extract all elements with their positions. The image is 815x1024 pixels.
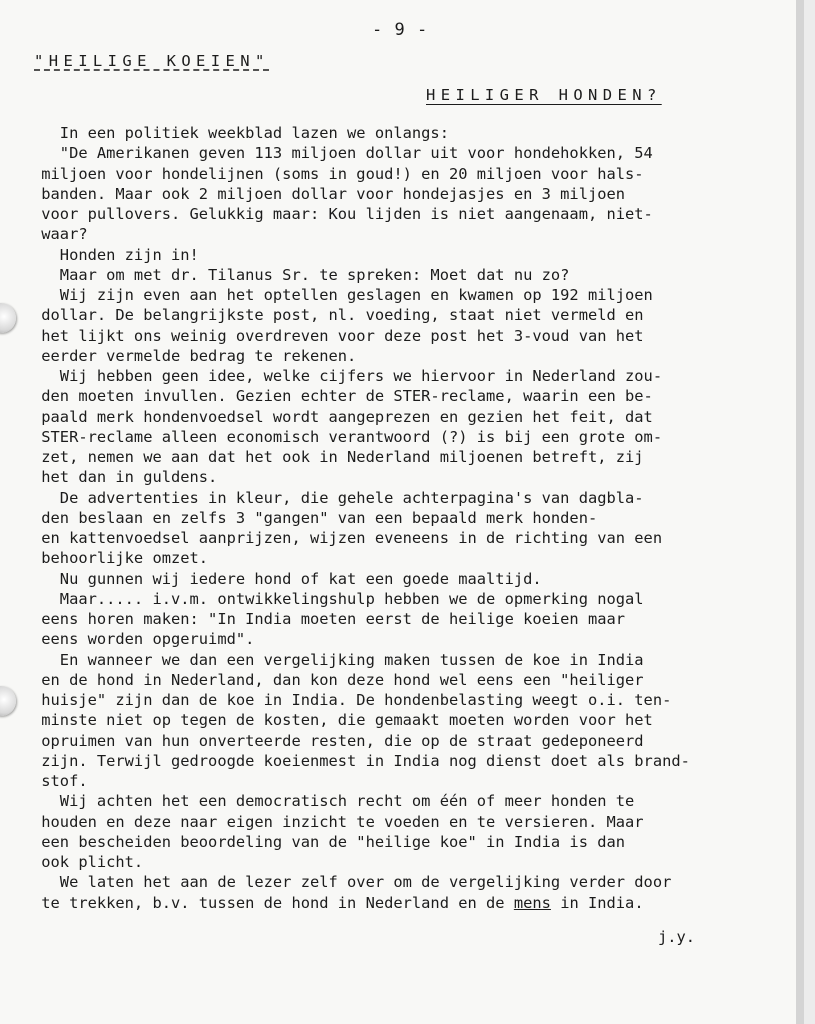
text-line: waar? bbox=[32, 225, 88, 244]
text-line: Maar om met dr. Tilanus Sr. te spreken: Moet dat nu zo? bbox=[32, 265, 570, 284]
text-line: opruimen van hun onverteerde resten, die op de straat gedeponeerd bbox=[32, 731, 644, 750]
text-line: zet, nemen we aan dat het ook in Nederland miljoenen betreft, zij bbox=[32, 448, 644, 466]
text-line: eerder vermelde bedrag te rekenen. bbox=[32, 346, 357, 365]
text-line: het dan in guldens. bbox=[32, 468, 218, 487]
text-line: behoorlijke omzet. bbox=[32, 549, 209, 568]
text-line: eens worden opgeruimd". bbox=[32, 630, 255, 649]
text-line: stof. bbox=[32, 772, 88, 790]
punch-hole bbox=[0, 686, 16, 716]
text-line: zijn. Terwijl gedroogde koeienmest in India nog dienst doet als brand- bbox=[32, 751, 690, 770]
text-line: De advertenties in kleur, die gehele achterpagina's van dagbla- bbox=[32, 488, 644, 507]
text-line: Honden zijn in! bbox=[32, 245, 199, 264]
author-initials: j.y. bbox=[658, 928, 696, 946]
text-line: In een politiek weekblad lazen we onlangs: bbox=[32, 124, 449, 142]
page-number: - 9 - bbox=[372, 20, 429, 40]
text-line: en de hond in Nederland, dan kon deze hond wel eens een "heiliger bbox=[32, 670, 644, 689]
text-line: STER-reclame alleen economisch verantwoord (?) is bij een grote om- bbox=[32, 427, 663, 446]
underlined-word: mens bbox=[513, 893, 551, 912]
text-line: dollar. De belangrijkste post, nl. voeding, staat niet vermeld en bbox=[32, 306, 644, 325]
text-line: banden. Maar ook 2 miljoen dollar voor hondejasjes en 3 miljoen bbox=[32, 184, 626, 203]
text-line: het lijkt ons weinig overdreven voor deze post het 3-voud van het bbox=[32, 326, 644, 345]
text-line: den beslaan en zelfs 3 "gangen" van een bepaald merk honden- bbox=[32, 508, 598, 527]
text-line: huisje" zijn dan de koe in India. De hondenbelasting weegt o.i. ten- bbox=[32, 691, 672, 709]
text-line: Wij hebben geen idee, welke cijfers we hiervoor in Nederland zou- bbox=[32, 367, 663, 385]
text-line: Nu gunnen wij iedere hond of kat een goede maaltijd. bbox=[32, 569, 542, 588]
text-line: We laten het aan de lezer zelf over om de vergelijking verder door bbox=[32, 873, 672, 892]
text-line: houden en deze naar eigen inzicht te voeden en te versieren. Maar bbox=[32, 812, 644, 831]
text-line: paald merk hondenvoedsel wordt aangeprezen en gezien het feit, dat bbox=[32, 407, 653, 426]
text-line: ook plicht. bbox=[32, 853, 144, 871]
text-line: miljoen voor hondelijnen (soms in goud!) en 20 miljoen voor hals- bbox=[32, 164, 644, 183]
text-line: te trekken, b.v. tussen de hond in Nederland en de mens in India. bbox=[32, 893, 644, 912]
text-line: minste niet op tegen de kosten, die gemaakt moeten worden voor het bbox=[32, 711, 653, 730]
text-line: Maar..... i.v.m. ontwikkelingshulp hebben we de opmerking nogal bbox=[32, 589, 644, 608]
text-line: den moeten invullen. Gezien echter de STER-reclame, waarin een be- bbox=[32, 387, 653, 406]
text-line: een bescheiden beoordeling van de "heilige koe" in India is dan bbox=[32, 832, 626, 851]
text-line: en kattenvoedsel aanprijzen, wijzen eveneens in de richting van een bbox=[32, 529, 663, 547]
text-line: Wij achten het een democratisch recht om één of meer honden te bbox=[32, 792, 635, 811]
text-line: Wij zijn even aan het optellen geslagen en kwamen op 192 miljoen bbox=[32, 286, 653, 304]
article-body bbox=[32, 123, 782, 913]
page-edge-background bbox=[804, 0, 815, 1024]
text-line: "De Amerikanen geven 113 miljoen dollar uit voor hondehokken, 54 bbox=[32, 144, 653, 163]
text-line: voor pullovers. Gelukkig maar: Kou lijden is niet aangenaam, niet- bbox=[32, 205, 653, 223]
article-title: "HEILIGE KOEIEN" bbox=[34, 52, 270, 70]
text-line: eens horen maken: "In India moeten eerst de heilige koeien maar bbox=[32, 610, 626, 628]
text-line: En wanneer we dan een vergelijking maken tussen de koe in India bbox=[32, 650, 644, 669]
article-subtitle: HEILIGER HONDEN? bbox=[426, 86, 662, 104]
punch-hole bbox=[0, 303, 16, 333]
